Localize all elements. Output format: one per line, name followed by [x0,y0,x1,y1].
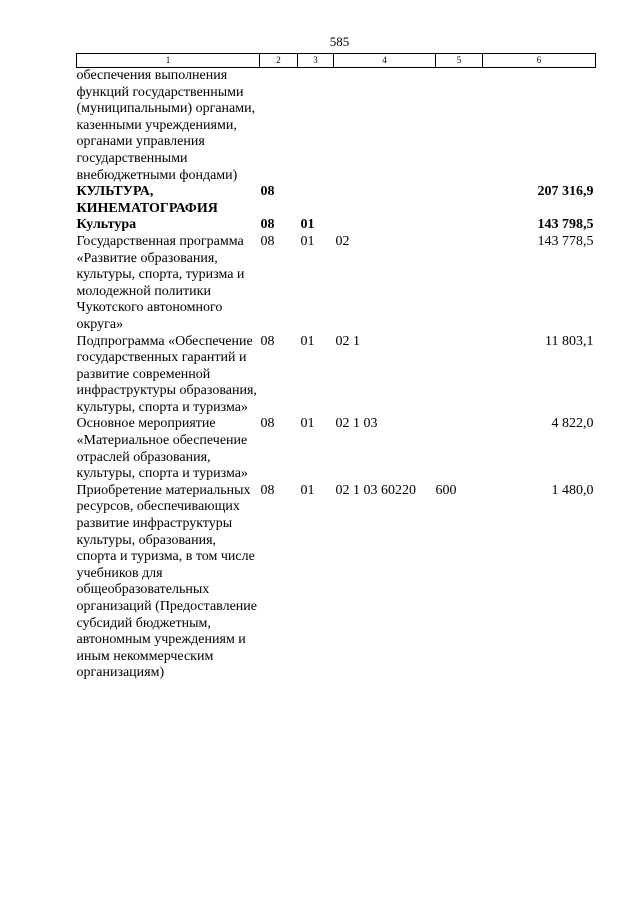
target-article-code [334,184,436,217]
target-article-code [334,217,436,234]
column-header-3: 3 [298,54,334,68]
column-header-2: 2 [260,54,298,68]
expense-type-code [436,416,483,482]
column-header-6: 6 [483,54,596,68]
target-article-code: 02 1 [335,333,360,349]
table-row [77,68,596,185]
row-name: Подпрограмма «Обеспечение государственных гарантий и развитие современной инфраструктуры образования, культуры, спорта и туризма» [76,333,257,415]
column-header-5: 5 [436,54,483,68]
row-name: Приобретение материальных ресурсов, обеспечивающих развитие инфраструктуры культуры, образования, спорта и туризма, в том числе учебников для общеобразовательных организаций (Предоставление субсидий бюджетным, автономным учреждениям и иным некоммерческим организациям) [76,482,257,681]
expense-type-code [436,184,483,217]
column-header-4: 4 [334,54,436,68]
expense-type-code [436,217,483,234]
expense-type-code: 600 [435,482,457,498]
table-row [77,217,596,234]
amount: 4 822,0 [551,416,594,432]
amount: 11 803,1 [545,333,594,349]
section-code [260,68,298,185]
row-name: обеспечения выполнения функций государственными (муниципальными) органами, казенными учреждениями, органами управления государственными внебюджетными фондами) [76,68,256,183]
page-number: 585 [329,34,350,49]
table-row [77,184,596,217]
section-code: 08 [260,333,275,349]
table-row [77,234,596,334]
amount: 143 778,5 [537,233,594,249]
target-article-code: 02 1 03 60220 [335,482,416,498]
subsection-code: 01 [300,233,315,249]
section-code: 08 [260,184,275,200]
section-code: 08 [260,416,275,432]
row-name: Культура [76,217,137,233]
table-row [77,416,596,482]
row-name: Основное мероприятие «Материальное обеспечение отраслей образования, культуры, спорта и туризма» [76,416,248,482]
amount: 207 316,9 [537,184,594,200]
table-header-row [77,54,596,68]
amount: 143 798,5 [537,217,594,233]
row-name: КУЛЬТУРА, КИНЕМАТОГРАФИЯ [76,184,218,216]
expense-type-code [436,334,483,417]
section-code: 08 [260,482,275,498]
subsection-code: 01 [300,416,315,432]
subsection-code [298,68,334,185]
target-article-code: 02 [335,233,350,249]
subsection-code [298,184,334,217]
table-body [77,68,596,682]
table-row [77,483,596,682]
amount: 1 480,0 [551,482,594,498]
section-code: 08 [260,233,275,249]
subsection-code: 01 [300,333,315,349]
budget-table [76,53,596,682]
subsection-code: 01 [300,217,315,233]
subsection-code: 01 [300,482,315,498]
column-header-1: 1 [77,54,260,68]
target-article-code: 02 1 03 [335,416,378,432]
target-article-code [334,68,436,185]
section-code: 08 [260,217,275,233]
expense-type-code [436,68,483,185]
expense-type-code [436,234,483,334]
amount [483,68,596,185]
table-row [77,334,596,417]
row-name: Государственная программа «Развитие образования, культуры, спорта, туризма и молодежной политики Чукотского автономного округа» [76,233,245,332]
